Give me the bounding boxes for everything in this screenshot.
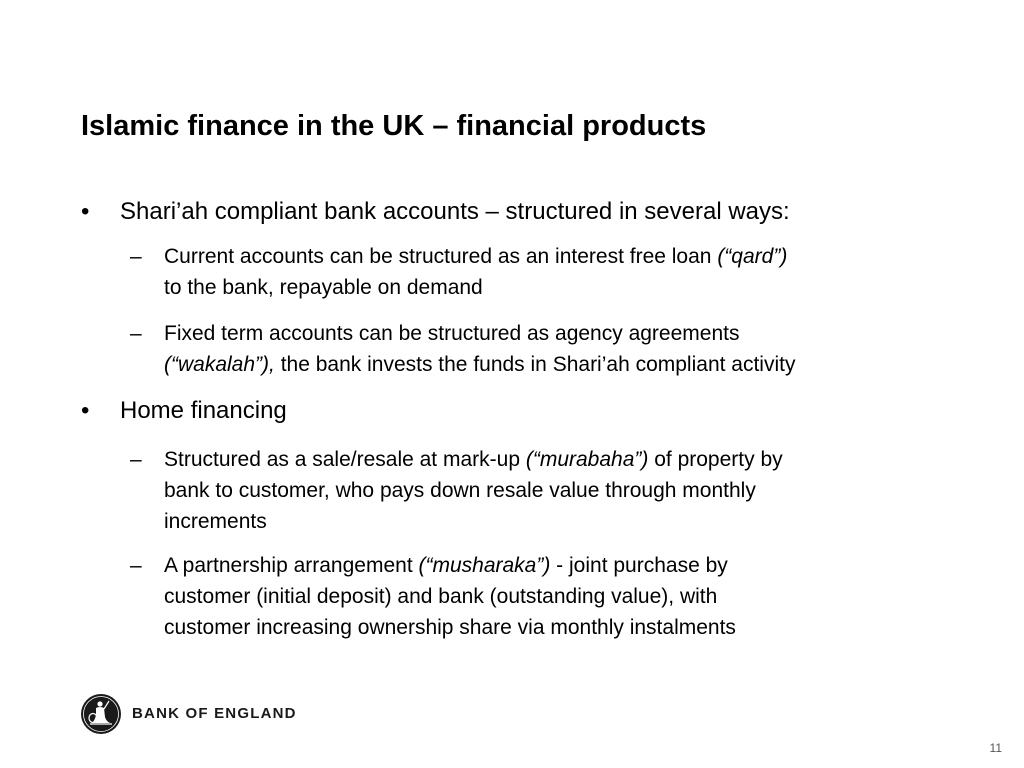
sub-bullet-text: Fixed term accounts can be structured as agency agreements (164, 322, 740, 345)
sub-bullet-musharaka (164, 550, 954, 643)
brand-name: BANK OF ENGLAND (132, 705, 297, 722)
sub-bullet-text: Structured as a sale/resale at mark-up (164, 448, 526, 471)
bullet-marker: • (81, 198, 90, 225)
sub-bullet-term-musharaka: (“musharaka”) (418, 554, 551, 577)
sub-bullet-text: Current accounts can be structured as an interest free loan (164, 245, 718, 268)
britannia-seal-icon (80, 693, 122, 735)
sub-bullet-murabaha (164, 444, 954, 537)
sub-bullet-text: - joint purchase by (550, 554, 728, 577)
sub-bullet-text: bank to customer, who pays down resale value through monthly (164, 479, 756, 502)
sub-bullet-text: increments (164, 510, 267, 533)
bullet-marker: • (81, 397, 90, 424)
sub-bullet-marker: – (130, 448, 142, 471)
sub-bullet-term-qard: (“qard”) (717, 245, 788, 268)
sub-bullet-text: of property by (648, 448, 783, 471)
sub-bullet-text: customer (initial deposit) and bank (outstanding value), with (164, 585, 718, 608)
bullet-home-financing: Home financing (120, 397, 287, 424)
sub-bullet-current-accounts (164, 241, 954, 303)
sub-bullet-term-wakalah: (“wakalah”), (164, 353, 275, 376)
sub-bullet-term-murabaha: (“murabaha”) (525, 448, 649, 471)
sub-bullet-marker: – (130, 322, 142, 345)
sub-bullet-fixed-term-accounts (164, 318, 954, 380)
page-number: 11 (989, 741, 1002, 755)
sub-bullet-text: A partnership arrangement (164, 554, 419, 577)
sub-bullet-marker: – (130, 554, 142, 577)
sub-bullet-marker: – (130, 245, 142, 268)
slide-title: Islamic finance in the UK – financial products (81, 110, 707, 142)
sub-bullet-text: to the bank, repayable on demand (164, 276, 483, 299)
bullet-bank-accounts: Shari’ah compliant bank accounts – structured in several ways: (120, 198, 790, 225)
sub-bullet-text: the bank invests the funds in Shari’ah compliant activity (274, 353, 796, 376)
sub-bullet-text: customer increasing ownership share via monthly instalments (164, 616, 736, 639)
